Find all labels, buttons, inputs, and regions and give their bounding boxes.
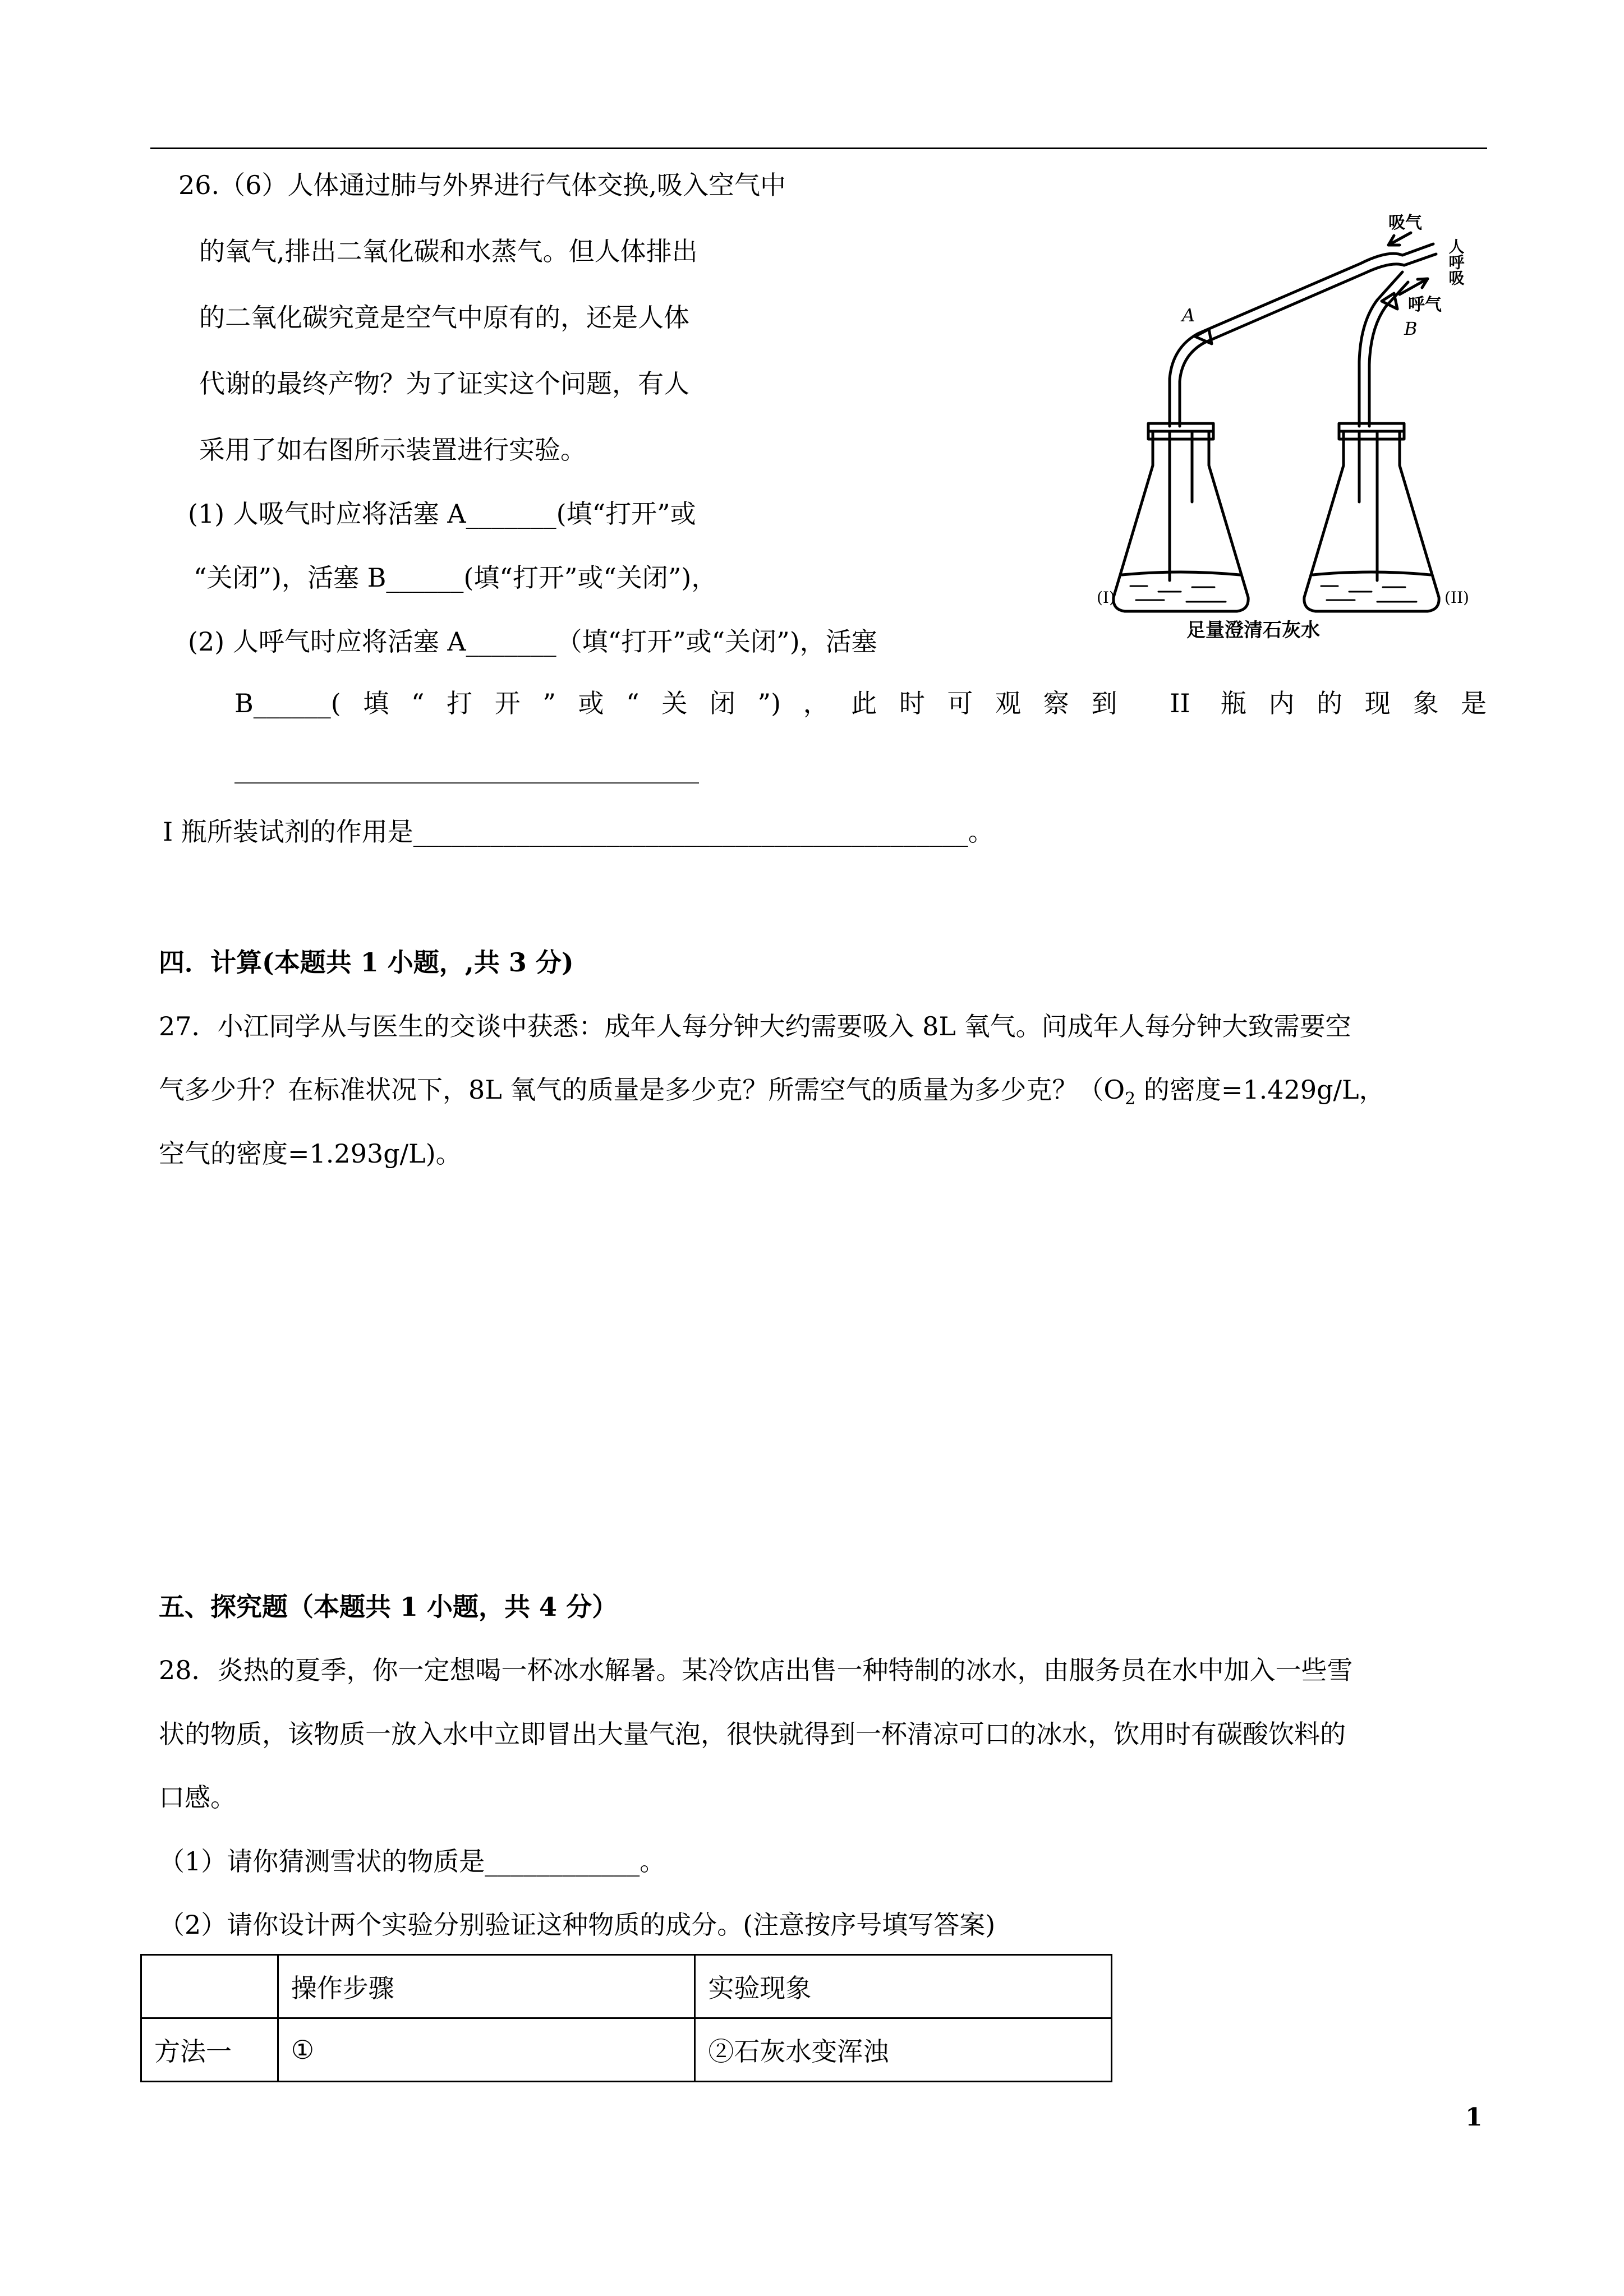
label-valve-a: A xyxy=(1182,305,1195,326)
q28-sub-2: （2）请你设计两个实验分别验证这种物质的成分。(注意按序号填写答案) xyxy=(159,1910,996,1940)
label-valve-b: B xyxy=(1404,318,1418,339)
table-row xyxy=(141,2018,1112,2082)
table-cell-step: ① xyxy=(278,2018,695,2082)
q26-intro-line-1: 26.（6）人体通过肺与外界进行气体交换,吸入空气中 xyxy=(178,170,786,200)
q28-line-3: 口感。 xyxy=(159,1782,236,1813)
table-cell-method: 方法一 xyxy=(141,2018,278,2082)
q26-intro-line-5: 采用了如右图所示装置进行实验。 xyxy=(199,435,586,465)
table-header-steps: 操作步骤 xyxy=(278,1955,695,2018)
label-bottle-i: (I) xyxy=(1097,588,1115,607)
q26-answer-blank: ____________________________________ xyxy=(234,753,699,783)
section-5-heading: 五、探究题（本题共 1 小题，共 4 分） xyxy=(159,1592,618,1622)
q28-line-2: 状的物质，该物质一放入水中立即冒出大量气泡，很快就得到一杯清凉可口的冰水，饮用时有碳酸饮料的 xyxy=(159,1719,1346,1749)
q26-intro-line-3: 的二氧化碳究竟是空气中原有的，还是人体 xyxy=(199,302,689,333)
header-rule xyxy=(150,147,1487,149)
q27-line-1: 27．小江同学从与医生的交谈中获悉：成年人每分钟大约需要吸入 8L 氧气。问成年人每分钟大致需要空 xyxy=(159,1011,1351,1041)
q26-intro-line-2: 的氧气,排出二氧化碳和水蒸气。但人体排出 xyxy=(199,236,698,266)
label-exhale: 呼气 xyxy=(1408,295,1442,315)
q28-line-1: 28．炎热的夏季，你一定想喝一杯冰水解暑。某冷饮店出售一种特制的冰水，由服务员在水中加入一些雪 xyxy=(159,1655,1353,1685)
section-4-heading: 四．计算(本题共 1 小题，,共 3 分) xyxy=(159,947,574,978)
q26-part2-line-1: (2) 人呼气时应将活塞 A_______（填“打开”或“关闭”)，活塞 xyxy=(188,626,877,657)
q26-part3-line: I 瓶所装试剂的作用是___________________________________________。 xyxy=(163,817,994,847)
q26-part1-line-2: “关闭”)，活塞 B______(填“打开”或“关闭”)， xyxy=(194,563,717,593)
q27-line-3: 空气的密度=1.293g/L)。 xyxy=(159,1138,462,1169)
label-bottle-ii: (II) xyxy=(1444,588,1469,607)
experiment-table xyxy=(140,1954,1112,2082)
table-header-row xyxy=(141,1955,1112,2018)
table-header-cell-empty xyxy=(141,1955,278,2018)
apparatus-figure xyxy=(1097,210,1501,648)
q28-sub-1: （1）请你猜测雪状的物质是____________。 xyxy=(159,1846,666,1877)
figure-caption: 足量澄清石灰水 xyxy=(1186,619,1320,642)
q27-line-2 xyxy=(159,1073,1385,1116)
q26-intro-line-4: 代谢的最终产物？为了证实这个问题，有人 xyxy=(199,368,689,399)
q26-part2-line-2: B______(填“打开”或“关闭”)，此时可观察到 II 瓶内的现象是 xyxy=(234,688,1487,718)
label-inhale: 吸气 xyxy=(1388,213,1422,233)
q27-line-2-text: 气多少升？在标准状况下，8L 氧气的质量是多少克？所需空气的质量为多少克？（O xyxy=(159,1075,1125,1105)
table-header-phenomena: 实验现象 xyxy=(695,1955,1112,2018)
table-cell-phenomenon: ②石灰水变浑浊 xyxy=(695,2018,1112,2082)
page-number: 1 xyxy=(1465,2103,1483,2132)
o2-subscript: 2 xyxy=(1125,1089,1136,1109)
q27-line-2-tail: 的密度=1.429g/L， xyxy=(1135,1075,1385,1105)
q26-part1-line-1: (1) 人吸气时应将活塞 A_______(填“打开”或 xyxy=(188,499,696,529)
label-breathing: 人呼吸 xyxy=(1446,238,1465,285)
